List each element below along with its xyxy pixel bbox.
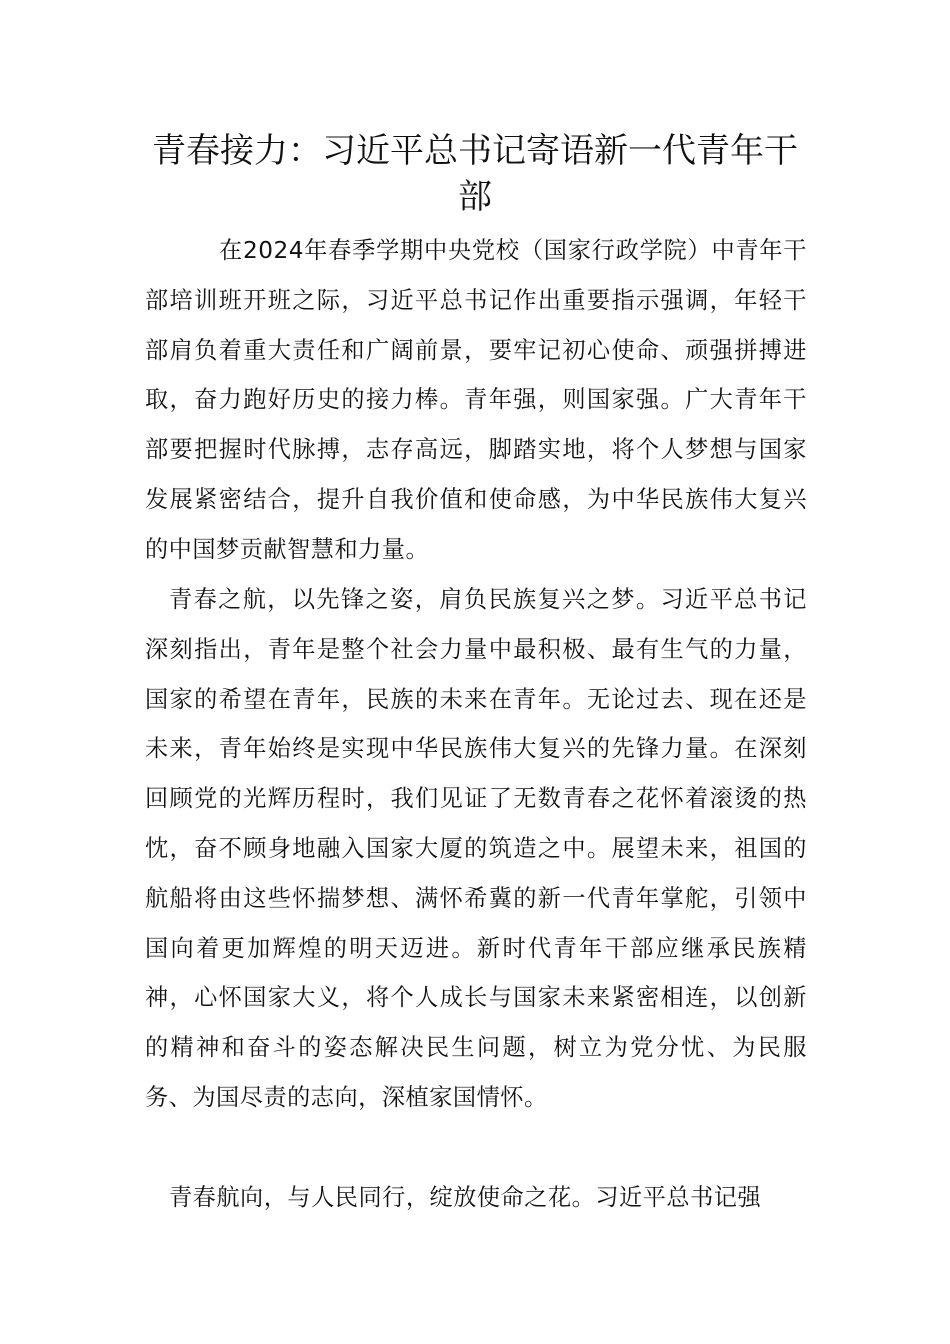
document-title: 青春接力：习近平总书记寄语新一代青年干部 bbox=[152, 131, 798, 217]
paragraph-2: 青春之航，以先锋之姿，肩负民族复兴之梦。习近平总书记深刻指出，青年是整个社会力量中最积极、最有生气的力量，国家的希望在青年，民族的未来在青年。无论过去、现在还是未来，青年始终是实现中华民族伟大复兴的先锋力量。在深刻回顾党的光辉历程时，我们见证了无数青春之花怀着滚烫的热忱，奋不顾身地融入国家大厦的筑造之中。展望未来，祖国的航船将由这些怀揣梦想、满怀希冀的新一代青年掌舵，引领中国向着更加辉煌的明天迈进。新时代青年干部应继承民族精神，心怀国家大义，将个人成长与国家未来紧密相连，以创新的精神和奋斗的姿态解决民生问题，树立为党分忧、为民服务、为国尽责的志向，深植家国情怀。 bbox=[145, 586, 807, 1111]
paragraph-3: 青春航向，与人民同行，绽放使命之花。习近平总书记强 bbox=[169, 1184, 762, 1211]
paragraph-1: 在2024年春季学期中央党校（国家行政学院）中青年干部培训班开班之际，习近平总书记作出重要指示强调，年轻干部肩负着重大责任和广阔前景，要牢记初心使命、顽强拼搏进取，奋力跑好历史的接力棒。青年强，则国家强。广大青年干部要把握时代脉搏，志存高远，脚踏实地，将个人梦想与国家发展紧密结合，提升自我价值和使命感，为中华民族伟大复兴的中国梦贡献智慧和力量。 bbox=[145, 237, 807, 563]
